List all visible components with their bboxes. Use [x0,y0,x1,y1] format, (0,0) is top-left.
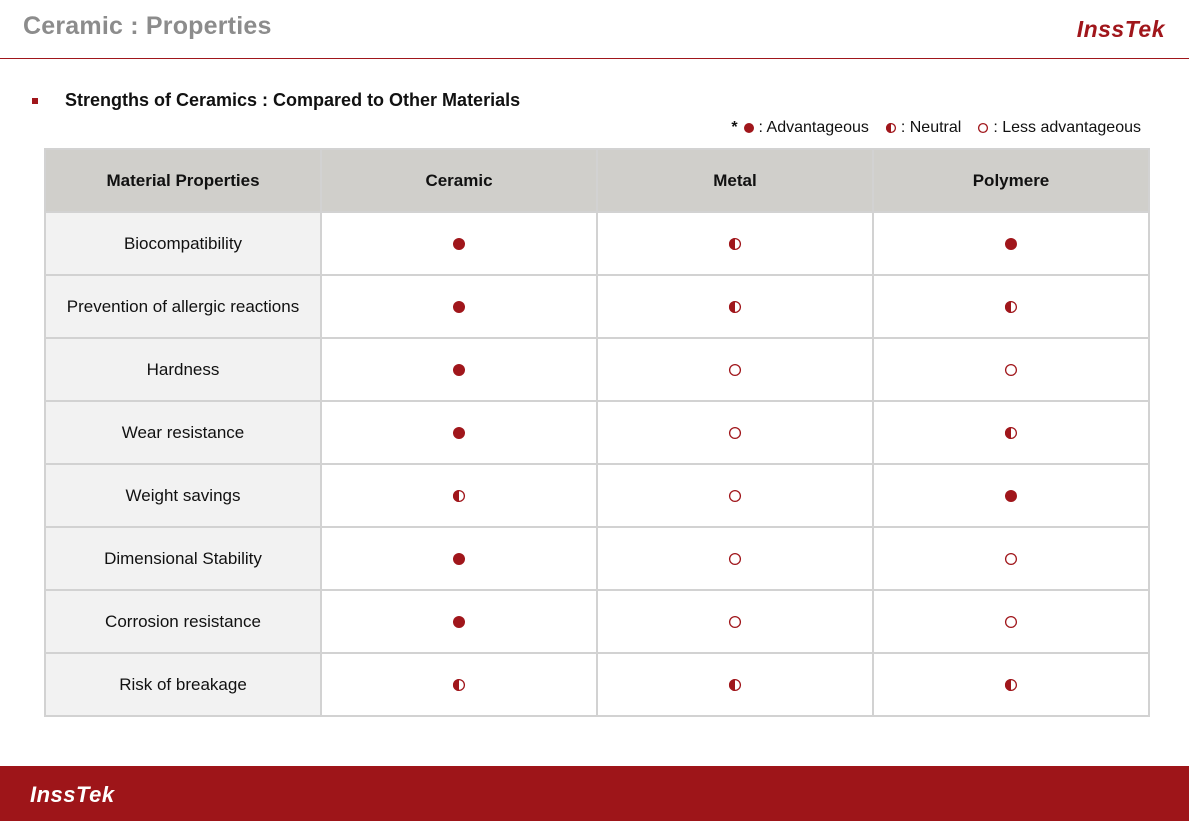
column-header-property: Material Properties [45,149,321,212]
legend-less-label: : Less advantageous [993,119,1141,136]
ceramic-rating-cell [321,527,597,590]
property-cell: Hardness [45,338,321,401]
property-cell: Prevention of allergic reactions [45,275,321,338]
advantageous-icon [452,426,466,440]
advantageous-icon [1004,489,1018,503]
property-cell: Weight savings [45,464,321,527]
metal-rating-cell [597,212,873,275]
neutral-icon [1004,678,1018,692]
property-cell: Dimensional Stability [45,527,321,590]
polymere-rating-cell [873,338,1149,401]
table-row [45,464,1149,527]
metal-rating-cell [597,338,873,401]
table-row [45,212,1149,275]
neutral-icon [452,678,466,692]
table-row [45,401,1149,464]
less-advantageous-icon [728,363,742,377]
advantageous-icon [743,122,755,134]
neutral-icon [728,237,742,251]
property-cell: Risk of breakage [45,653,321,716]
neutral-icon [728,300,742,314]
ceramic-rating-cell [321,653,597,716]
metal-rating-cell [597,275,873,338]
footer-bar [0,766,1189,821]
neutral-icon [1004,426,1018,440]
property-cell: Wear resistance [45,401,321,464]
advantageous-icon [452,552,466,566]
less-advantageous-icon [1004,363,1018,377]
less-advantageous-icon [728,615,742,629]
table-row [45,653,1149,716]
ceramic-rating-cell [321,401,597,464]
ceramic-rating-cell [321,590,597,653]
less-advantageous-icon [728,426,742,440]
metal-rating-cell [597,527,873,590]
neutral-icon [885,122,897,134]
ceramic-rating-cell [321,338,597,401]
advantageous-icon [1004,237,1018,251]
footer-logo: InssTek [30,782,115,807]
section-subtitle: Strengths of Ceramics : Compared to Other Materials [65,90,521,110]
column-header-ceramic: Ceramic [321,149,597,212]
comparison-table [44,148,1150,717]
metal-rating-cell [597,401,873,464]
neutral-icon [728,678,742,692]
polymere-rating-cell [873,275,1149,338]
neutral-icon [1004,300,1018,314]
polymere-rating-cell [873,590,1149,653]
metal-rating-cell [597,653,873,716]
less-advantageous-icon [1004,552,1018,566]
ceramic-rating-cell [321,212,597,275]
table-row [45,590,1149,653]
polymere-rating-cell [873,527,1149,590]
header-divider [0,58,1189,59]
advantageous-icon [452,363,466,377]
advantageous-icon [452,300,466,314]
less-advantageous-icon [1004,615,1018,629]
polymere-rating-cell [873,401,1149,464]
legend-asterisk: * [731,119,738,136]
bullet-icon [32,98,38,104]
brand-logo: InssTek [1076,16,1165,42]
legend-neutral-label: : Neutral [900,119,962,136]
advantageous-icon [452,237,466,251]
advantageous-icon [452,615,466,629]
ceramic-rating-cell [321,275,597,338]
less-advantageous-icon [728,489,742,503]
metal-rating-cell [597,464,873,527]
property-cell: Corrosion resistance [45,590,321,653]
column-header-metal: Metal [597,149,873,212]
legend-advantageous-label: : Advantageous [758,119,869,136]
property-cell: Biocompatibility [45,212,321,275]
table-row [45,275,1149,338]
metal-rating-cell [597,590,873,653]
table-header-row [45,149,1149,212]
polymere-rating-cell [873,653,1149,716]
neutral-icon [452,489,466,503]
page-title: Ceramic : Properties [23,12,272,40]
legend [731,119,1141,137]
table-row [45,338,1149,401]
column-header-polymere: Polymere [873,149,1149,212]
less-advantageous-icon [977,122,989,134]
less-advantageous-icon [728,552,742,566]
polymere-rating-cell [873,212,1149,275]
polymere-rating-cell [873,464,1149,527]
ceramic-rating-cell [321,464,597,527]
table-row [45,527,1149,590]
